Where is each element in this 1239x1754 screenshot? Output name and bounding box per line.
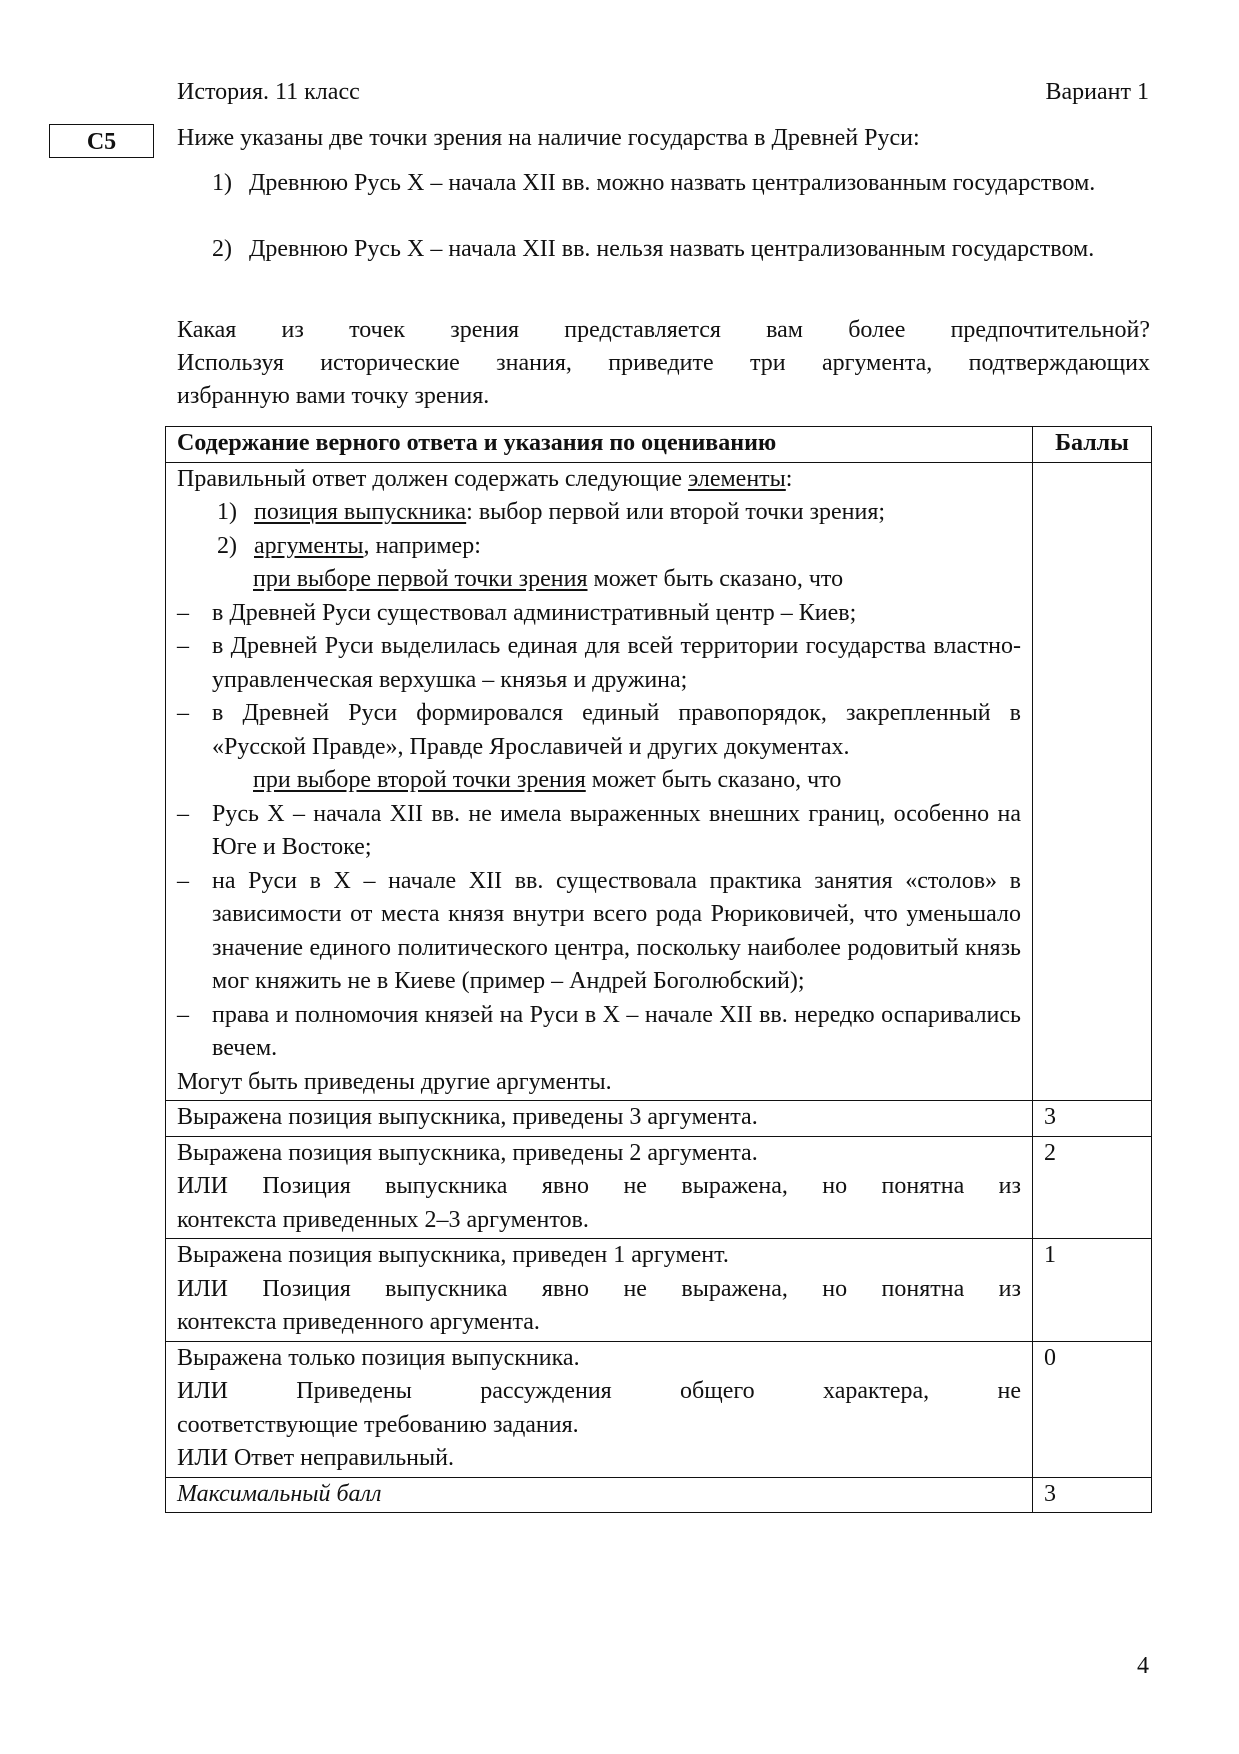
criterion-row	[166, 1239, 1152, 1342]
answer-cell	[166, 462, 1033, 1101]
criterion-1-points: 1	[1033, 1239, 1152, 1342]
option-1	[212, 167, 1150, 200]
criterion-3-points: 3	[1033, 1101, 1152, 1137]
header-variant: Вариант 1	[1045, 79, 1149, 105]
second-arg-1: – Русь X – начала XII вв. не имела выраженных внешних границ, особенно на Юге и Востоке;	[177, 800, 1021, 860]
criterion-3-text: Выражена позиция выпускника, приведены 3 аргумента.	[166, 1101, 1033, 1137]
second-arg-2: – на Руси в X – начале XII вв. существовала практика занятия «столов» в зависимости от места князя внутри всего рода Рюриковичей, что уменьшало значение единого политического центра, поскольку наиболее родовитый князь мог княжить не в Киеве (пример – Андрей Боголюбский);	[177, 867, 1021, 994]
second-arg-3: – права и полномочия князей на Руси в X – начале XII вв. нередко оспаривались вечем.	[177, 1001, 1021, 1061]
task-code-badge: С5	[49, 124, 154, 158]
question-line-2: Используя исторические знания, приведите три аргумента, подтверждающих	[177, 350, 1150, 376]
option-2	[212, 233, 1150, 266]
task-question	[177, 314, 1150, 413]
question-line-1: Какая из точек зрения представляется вам более предпочтительной?	[177, 317, 1150, 343]
option-2-num: 2)	[212, 236, 232, 262]
criterion-1-text: Выражена позиция выпускника, приведен 1 аргумент. ИЛИ Позиция выпускника явно не выражена, но понятна из контекста приведенного аргумента.	[166, 1239, 1033, 1342]
answer-points-cell	[1033, 462, 1152, 1101]
criterion-row	[166, 1136, 1152, 1239]
first-arg-3: – в Древней Руси формировался единый правопорядок, закрепленный в «Русской Правде», Правде Ярославичей и других документах.	[177, 700, 1021, 760]
criterion-row	[166, 1341, 1152, 1477]
col-content-header: Содержание верного ответа и указания по оцениванию	[166, 427, 1033, 463]
col-points-header: Баллы	[1033, 427, 1152, 463]
second-view-heading: при выборе второй точки зрения может быть сказано, что	[253, 767, 842, 793]
element-2: 2) аргументы, например:	[217, 532, 481, 559]
max-score-row	[166, 1477, 1152, 1513]
answer-intro: Правильный ответ должен содержать следующие элементы:	[177, 465, 793, 492]
answer-closing: Могут быть приведены другие аргументы.	[177, 1068, 612, 1095]
criterion-row	[166, 1101, 1152, 1137]
first-view-heading: при выборе первой точки зрения может быть сказано, что	[253, 566, 844, 592]
elements-link: элементы	[687, 465, 786, 492]
rubric-table	[165, 426, 1152, 1513]
option-1-num: 1)	[212, 170, 232, 196]
answer-row	[166, 462, 1152, 1101]
option-2-text: Древнюю Русь X – начала XII вв. нельзя назвать централизованным государством.	[249, 236, 1095, 262]
criterion-2-text: Выражена позиция выпускника, приведены 2 аргумента. ИЛИ Позиция выпускника явно не выражена, но понятна из контекста приведенных 2–3 аргументов.	[166, 1136, 1033, 1239]
criterion-0-text: Выражена только позиция выпускника. ИЛИ Приведены рассуждения общего характера, не соответствующие требованию задания. ИЛИ Ответ неправильный.	[166, 1341, 1033, 1477]
criterion-2-points: 2	[1033, 1136, 1152, 1239]
element-1: 1) позиция выпускника: выбор первой или второй точки зрения;	[217, 499, 886, 525]
header-subject: История. 11 класс	[177, 79, 360, 105]
first-arg-2: – в Древней Руси выделилась единая для всей территории государства властно-управленческая верхушка – князья и дружина;	[177, 633, 1021, 693]
page-number: 4	[1137, 1653, 1149, 1679]
criterion-0-points: 0	[1033, 1341, 1152, 1477]
max-score-label: Максимальный балл	[166, 1477, 1033, 1513]
option-1-text: Древнюю Русь X – начала XII вв. можно назвать централизованным государством.	[249, 170, 1096, 196]
task-intro: Ниже указаны две точки зрения на наличие государства в Древней Руси:	[177, 125, 920, 151]
question-line-3: избранную вами точку зрения.	[177, 383, 490, 409]
rubric-header-row	[166, 427, 1152, 463]
first-arg-1: – в Древней Руси существовал административный центр – Киев;	[177, 599, 857, 626]
max-score-value: 3	[1033, 1477, 1152, 1513]
